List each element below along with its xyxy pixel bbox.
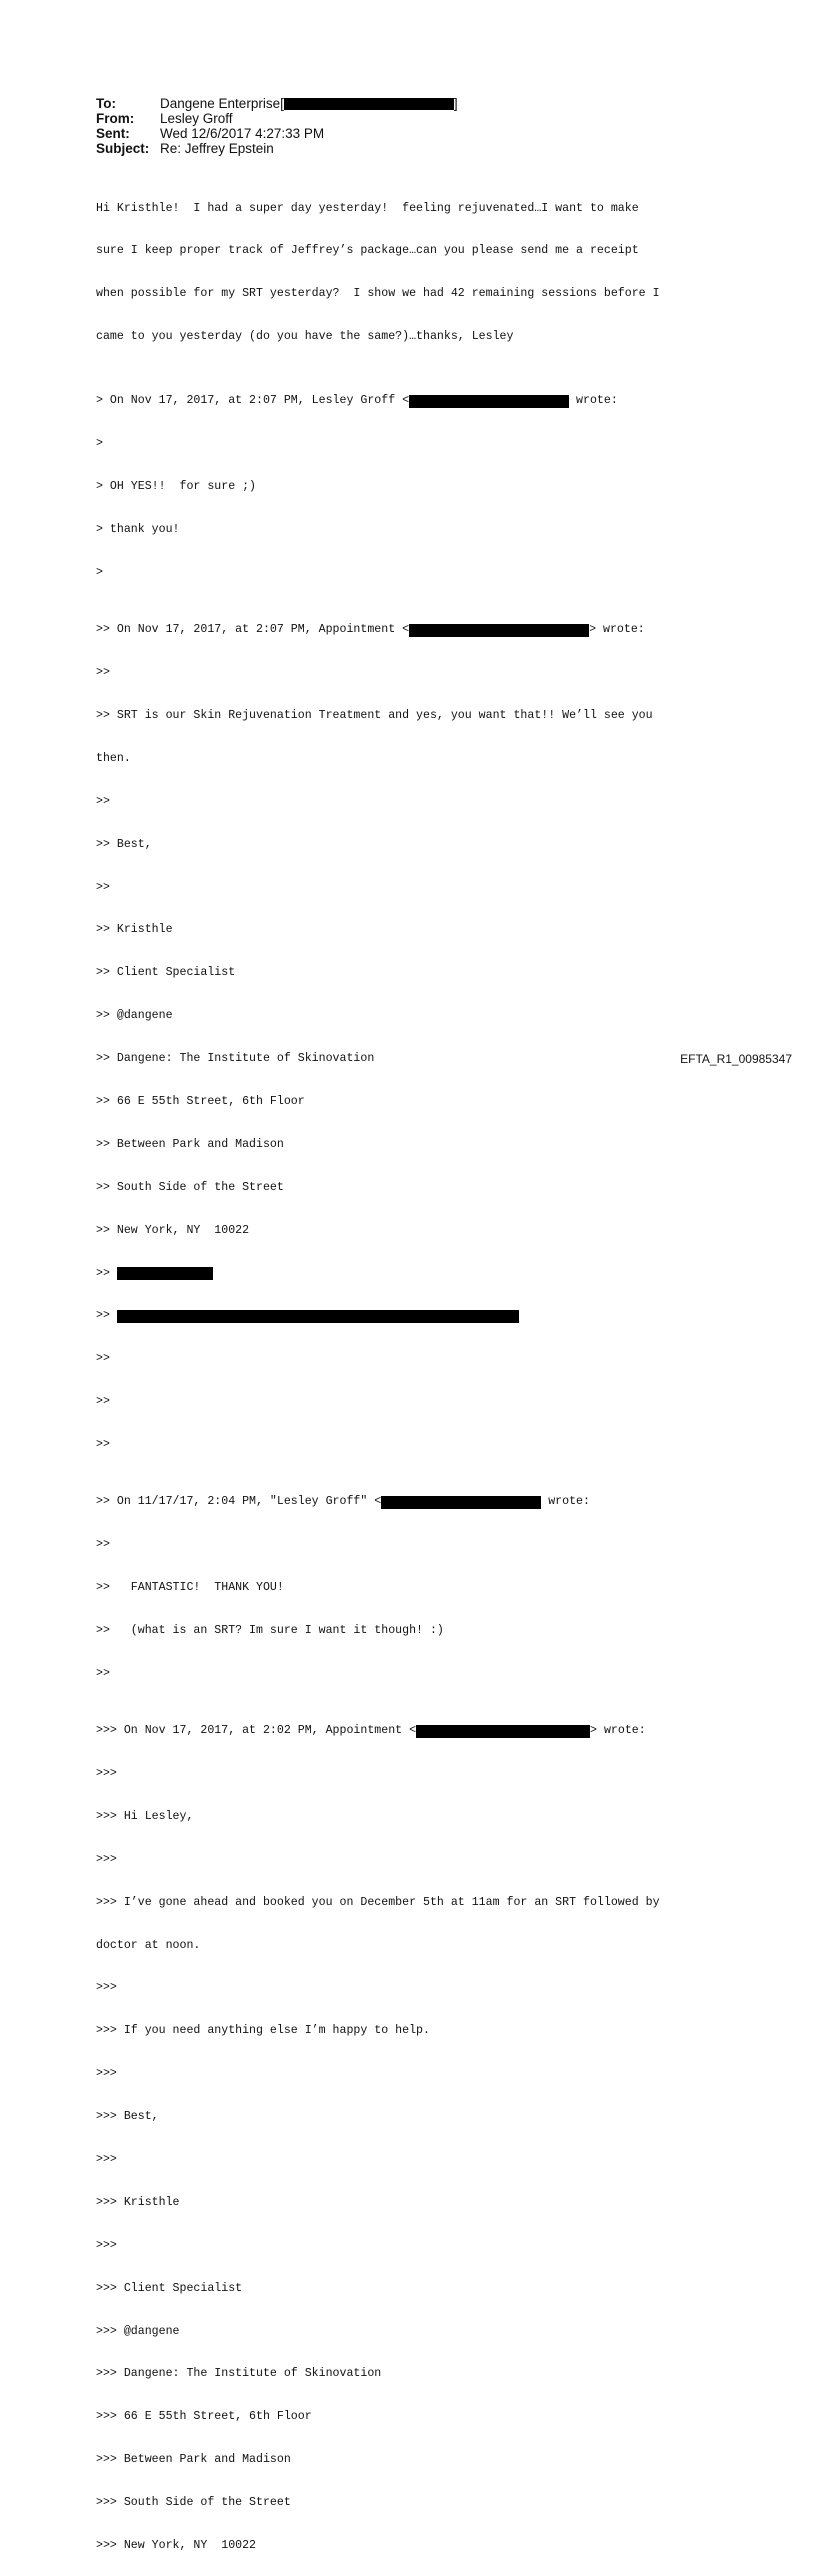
quote-line: >> 66 E 55th Street, 6th Floor [96,1095,305,1108]
quote-line: >> Between Park and Madison [96,1137,284,1151]
quote-text: > wrote: [589,623,645,637]
quote-text: >>> On Nov 17, 2017, at 2:02 PM, Appointment < [96,1724,417,1738]
redaction-block [284,98,454,110]
subject-row [96,141,458,156]
quote-line: >>> If you need anything else I’m happy to help. [96,2024,430,2038]
body-line: Hi Kristhle! I had a super day yesterday! feeling rejuvenated…I want to make [96,201,639,215]
quote-line: >> Dangene: The Institute of Skinovation [96,1052,375,1066]
to-suffix: ] [453,96,458,111]
quote-line: >> Best, [96,837,152,851]
subject-value: Re: Jeffrey Epstein [160,141,274,156]
quote-text: >> [96,1309,117,1323]
quote-line: >>> [96,1852,117,1866]
quote-text: wrote: [541,1495,590,1509]
quote-line: > [96,437,103,451]
quote-line: >> [96,1395,110,1409]
body-line: came to you yesterday (do you have the same?)…thanks, Lesley [96,330,514,344]
quote-line: >> [96,1538,110,1552]
to-row [96,96,458,111]
quote-line: >> [96,794,110,808]
quote-line [96,394,736,408]
quote-line: >>> Kristhle [96,2195,180,2209]
quote-text: >> [96,1266,117,1280]
body-line: when possible for my SRT yesterday? I show we had 42 remaining sessions before I [96,287,660,301]
quote-text: wrote: [569,394,618,408]
quote-line: >>> [96,2152,117,2166]
quote-line: >> [96,1352,110,1366]
sent-label: Sent: [96,126,130,141]
quote-line: doctor at noon. [96,1938,201,1952]
quote-line: >> FANTASTIC! THANK YOU! [96,1581,284,1595]
quote-text: > wrote: [590,1724,646,1738]
quote-text: >> On Nov 17, 2017, at 2:07 PM, Appointment < [96,623,410,637]
quote-line: >> SRT is our Skin Rejuvenation Treatment and yes, you want that!! We’ll see you [96,708,653,722]
redaction-block [117,1310,519,1323]
quote-line: >>> [96,1766,117,1780]
quote-line [96,1309,736,1323]
email-header [96,96,458,156]
quote-line: > OH YES!! for sure ;) [96,480,257,494]
quote-line: >>> New York, NY 10022 [96,2538,257,2552]
from-row [96,111,458,126]
quote-text: >> On 11/17/17, 2:04 PM, "Lesley Groff" < [96,1495,382,1509]
from-value: Lesley Groff [160,111,233,126]
quote-line: >>> [96,2238,117,2252]
quote-line: > [96,566,103,580]
redaction-block [381,1496,541,1509]
quote-line [96,1267,736,1281]
sent-row [96,126,458,141]
quote-line: >> [96,880,110,894]
redaction-block [416,1725,590,1738]
quote-line [96,623,736,637]
quote-line: >> [96,666,110,680]
quote-line: >>> Client Specialist [96,2281,243,2295]
quote-line: >> (what is an SRT? Im sure I want it though! :) [96,1623,444,1637]
quote-line: >> South Side of the Street [96,1180,284,1194]
quote-line: >> Kristhle [96,923,173,937]
quote-line [96,1495,736,1509]
quote-line [96,1724,736,1738]
to-value: Dangene Enterprise[ [160,96,284,111]
redaction-block [409,624,589,637]
redaction-block [117,1267,213,1280]
to-label: To: [96,96,116,111]
quote-line: >> [96,1666,110,1680]
quote-line: >> Client Specialist [96,966,236,980]
subject-label: Subject: [96,141,150,156]
quote-line: >> New York, NY 10022 [96,1223,250,1237]
body-line: sure I keep proper track of Jeffrey’s package…can you please send me a receipt [96,244,639,258]
quote-line: >>> [96,2067,117,2081]
quote-line: >>> I’ve gone ahead and booked you on December 5th at 11am for an SRT followed by [96,1895,660,1909]
quote-line: then. [96,751,131,765]
redaction-block [409,395,569,408]
from-label: From: [96,111,135,126]
quote-line: >>> Best, [96,2110,159,2124]
quote-text: > On Nov 17, 2017, at 2:07 PM, Lesley Groff < [96,394,410,408]
bates-number: EFTA_R1_00985347 [680,1052,792,1066]
email-body [96,173,736,2568]
sent-value: Wed 12/6/2017 4:27:33 PM [160,126,325,141]
quote-line: >>> Between Park and Madison [96,2453,291,2467]
quote-line: >>> [96,1981,117,1995]
quote-line: >> [96,1438,110,1452]
quote-line: >>> Hi Lesley, [96,1809,194,1823]
quote-line: >> @dangene [96,1009,173,1023]
quote-line: > thank you! [96,523,180,537]
quote-line: >>> 66 E 55th Street, 6th Floor [96,2410,312,2424]
quote-line: >>> @dangene [96,2324,180,2338]
quote-line: >>> South Side of the Street [96,2496,291,2510]
quote-line: >>> Dangene: The Institute of Skinovation [96,2367,382,2381]
